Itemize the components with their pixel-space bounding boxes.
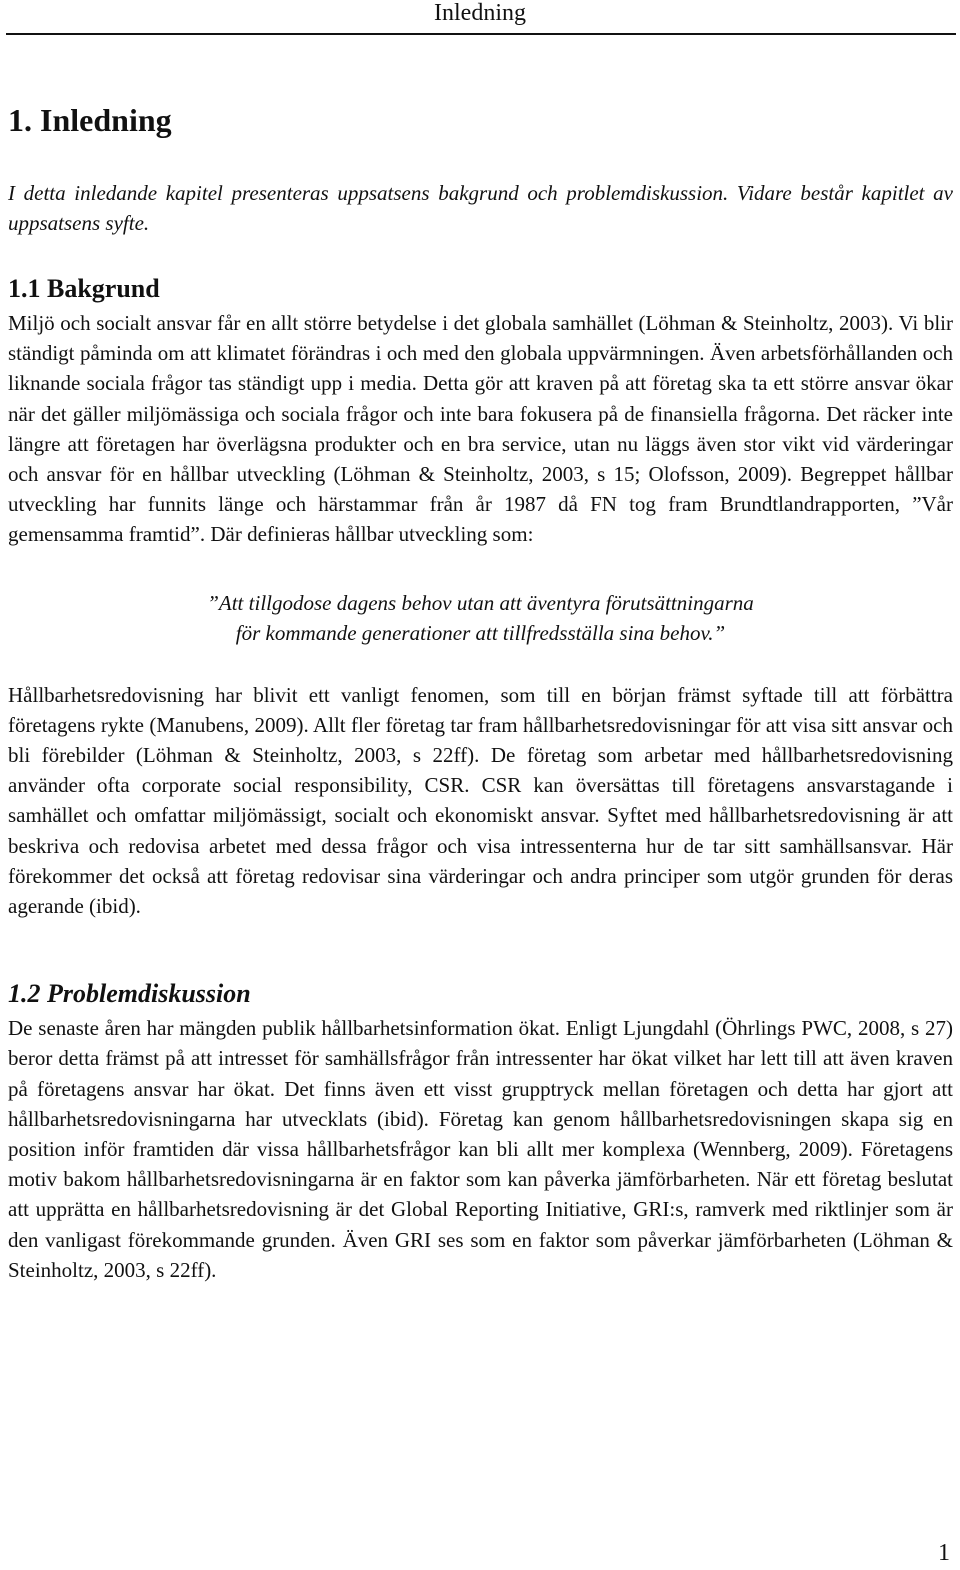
quote-line-1: ”Att tillgodose dagens behov utan att äventyra förutsättningarna [207, 590, 754, 615]
definition-quote [8, 588, 953, 648]
header-divider [6, 33, 956, 35]
page-content [8, 98, 953, 1285]
section-heading-problemdiskussion: 1.2 Problemdiskussion [8, 979, 251, 1009]
chapter-title: 1. Inledning [8, 102, 172, 138]
bakgrund-paragraph-1: Miljö och socialt ansvar får en allt större betydelse i det globala samhället (Löhman & Steinholtz, 2003). Vi blir ständigt påminda om att klimatet förändras i och med den globala uppvärmningen. Även arbetsförhållanden och liknande sociala frågor tas ständigt upp i media. Detta gör att kraven på att företag ska ta ett större ansvar ökar när det gäller miljömässiga och sociala frågor och inte bara fokusera på de finansiella frågorna. Det räcker inte längre att företagen har överlägsna produkter och en bra service, utan nu läggs även stor vikt vid värderingar och ansvar för en hållbar utveckling (Löhman & Steinholtz, 2003, s 15; Olofsson, 2009). Begreppet hållbar utveckling har funnits länge och härstammar från år 1987 då FN tog fram Brundtlandrapporten, ”Vår gemensamma framtid”. Där definieras hållbar utveckling som: [8, 311, 953, 547]
page-number: 1 [938, 1540, 950, 1566]
problemdiskussion-paragraph-1: De senaste åren har mängden publik hållbarhetsinformation ökat. Enligt Ljungdahl (Öhrlings PWC, 2008, s 27) beror detta främst på att intresset för samhällsfrågor från intressenter har ökat vilket har lett till att även kraven på företagens ansvar har ökat. Det finns även ett visst grupptryck mellan företagen och detta har gjort att hållbarhetsredovisningarna har utvecklats (ibid). Företag kan genom hållbarhetsredovisningen skapa sig en position inför framtiden där vissa hållbarhetsfrågor kan bli allt mer komplexa (Wennberg, 2009). Företagens motiv bakom hållbarhetsredovisningarna är en faktor som kan påverka jämförbarheten. När ett företag beslutat att upprätta en hållbarhetsredovisning är det Global Reporting Initiative, GRI:s, ramverk med riktlinjer som är den vanligast förekommande grunden. Även GRI ses som en faktor som påverkar jämförbarheten (Löhman & Steinholtz, 2003, s 22ff). [8, 1016, 953, 1282]
bakgrund-paragraph-2: Hållbarhetsredovisning har blivit ett vanligt fenomen, som till en början främst syftade till att förbättra företagens rykte (Manubens, 2009). Allt fler företag tar fram hållbarhetsredovisningar för att visa sitt ansvar och bli förebilder (Löhman & Steinholtz, 2003, s 22ff). De företag som arbetar med hållbarhetsredovisning använder ofta corporate social responsibility, CSR. CSR kan översättas till företagens ansvarstagande i samhället och omfattar miljömässigt, socialt och ekonomiskt ansvar. Syftet med hållbarhetsredovisning är att beskriva och redovisa arbetet med dessa frågor och visa intressenterna hur de tar sitt samhällsansvar. Här förekommer det också att företag redovisar sina värderingar och andra principer som utgör grunden för deras agerande (ibid). [8, 682, 953, 919]
section-heading-bakgrund: 1.1 Bakgrund [8, 274, 160, 303]
running-header: Inledning [434, 0, 526, 26]
quote-line-2: för kommande generationer att tillfredsställa sina behov.” [235, 620, 726, 645]
chapter-intro: I detta inledande kapitel presenteras uppsatsens bakgrund och problemdiskussion. Vidare består kapitlet av uppsatsens syfte. [8, 181, 953, 235]
